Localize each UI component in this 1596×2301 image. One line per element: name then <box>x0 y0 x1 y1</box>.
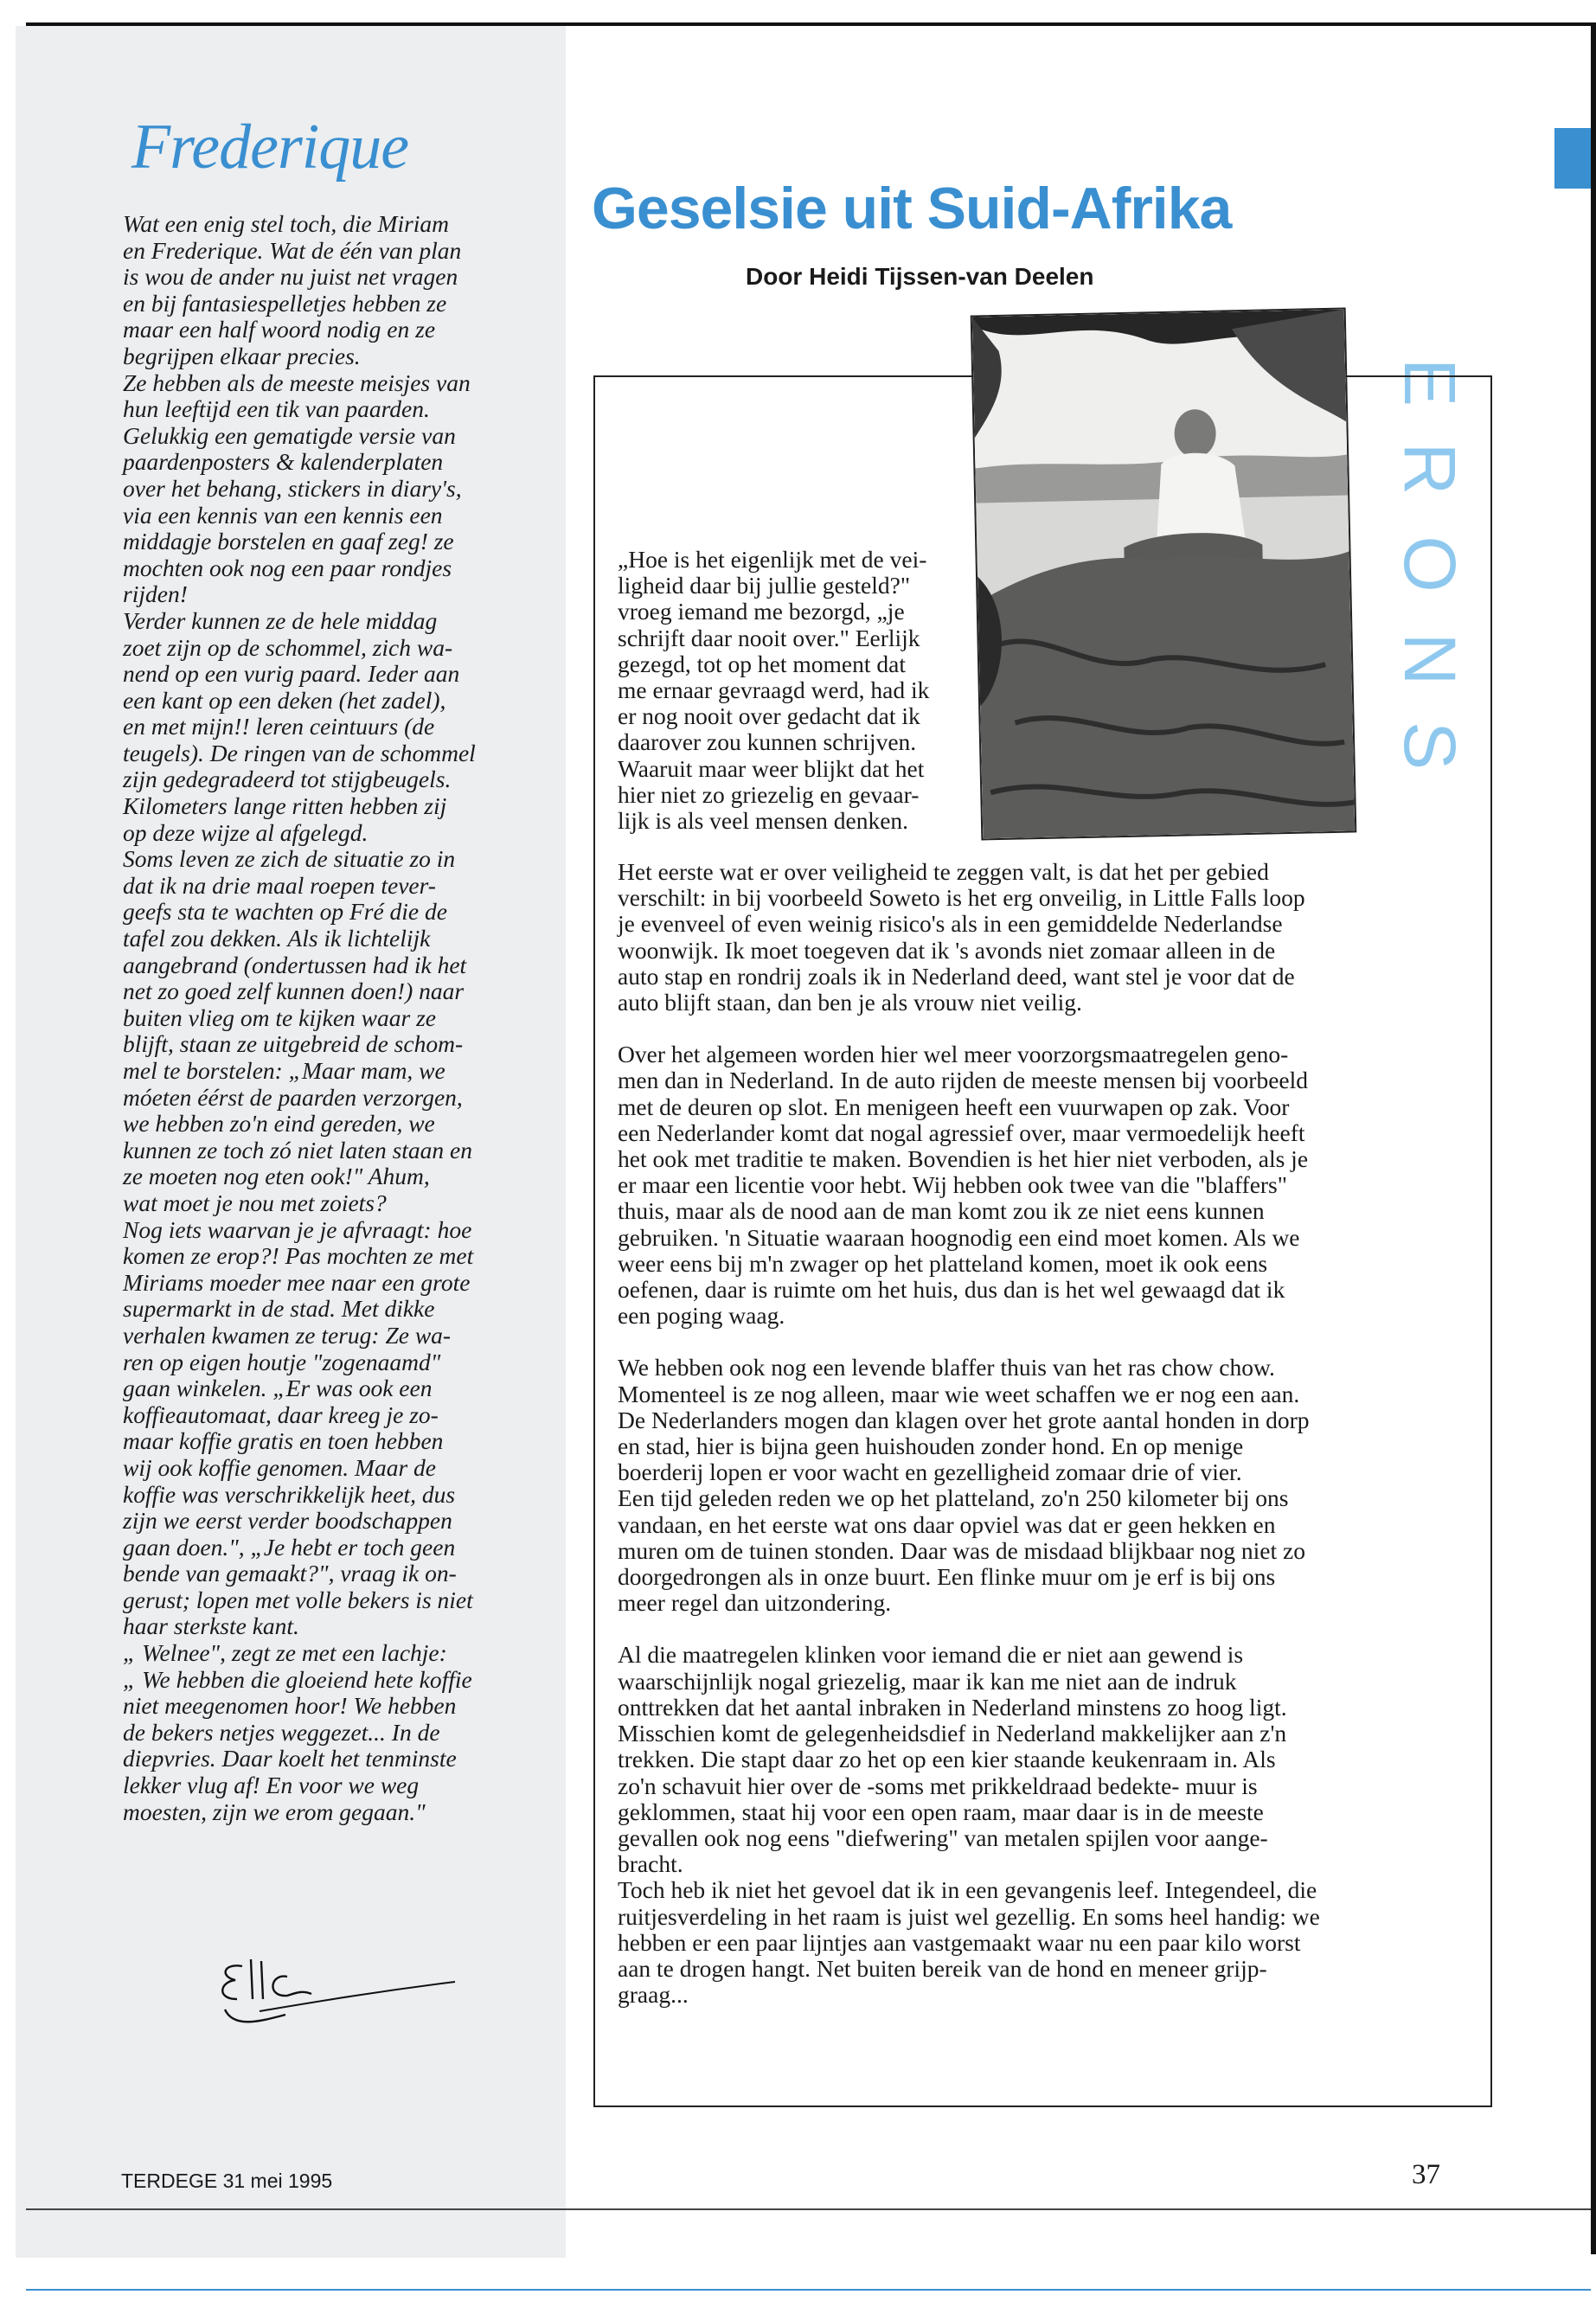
footer-magazine: TERDEGE 31 mei 1995 <box>121 2170 333 2192</box>
sidebar-title: Frederique <box>131 112 409 183</box>
sidebar-paragraph: Nog iets waarvan je je afvraagt: hoe komen ze erop?! Pas mochten ze met Miriams moeder mee naar een grote supermarkt in de stad. Met dikke verhalen kwamen ze terug: Ze wa- ren op eigen houtje "zogenaamd" gaan winkelen. „Er was ook een koffieautomaat, daar kreeg je zo- maar koffie gratis en toen hebben wij ook koffie genomen. Maar de koffie was verschrikkelijk heet, dus zijn we eerst verder boodschappen gaan doen.", „Je hebt er toch geen bende van gemaakt?", vraag ik on- gerust; lopen met volle bekers is niet haar sterkste kant. <box>123 1215 474 1640</box>
intro-paragraph: „Hoe is het eigenlijk met de vei- ligheid daar bij jullie gesteld?" vroeg iemand me bezorgd, „je schrijft daar nooit over." Eerlijk gezegd, tot op het moment dat me ernaar gevraagd werd, had ik er nog nooit over gedacht dat ik daarover zou kunnen schrijven. Waaruit maar weer blijkt dat het hier niet zo griezelig en gevaar- lijk is als veel mensen denken. <box>618 546 930 835</box>
section-label-letter: E <box>1389 357 1471 407</box>
sidebar-body <box>123 211 542 1825</box>
body-paragraph: We hebben ook nog een levende blaffer thuis van het ras chow chow. Momenteel is ze nog alleen, maar wie weet schaffen we er nog een aan. De Nederlanders mogen dan klagen over het grote aantal honden in dorp en stad, hier is bijna geen huishouden zonder hond. En op menige boerderij lopen er voor wacht en gezelligheid zomaar drie of vier. Een tijd geleden reden we op het platteland, zo'n 250 kilometer bij ons vandaan, en het eerste wat ons daar opviel was dat er geen hekken en muren om de tuinen stonden. Daar was de misdaad blijkbaar nog niet zo doorgedrongen als in onze buurt. Een flinke muur om je erf is bij ons meer regel dan uitzondering. <box>618 1354 1310 1617</box>
signature-image <box>208 1942 467 2037</box>
section-label-letter: S <box>1389 721 1471 771</box>
section-label-letter: N <box>1389 632 1471 686</box>
sidebar-paragraph: „ Welnee", zegt ze met een lachje: „ We hebben die gloeiend hete koffie niet meegenomen hoor! We hebben de bekers netjes weggezet... In de diepvries. Daar koelt het tenminste lekker vlug af! En voor we weg moesten, zijn we erom gegaan." <box>123 1639 472 1825</box>
article-intro <box>618 547 972 834</box>
article-byline: Door Heidi Tijssen-van Deelen <box>746 263 1094 290</box>
section-label-letter: O <box>1389 535 1471 593</box>
article-photo <box>971 308 1357 841</box>
sidebar-paragraph: Gelukkig een gematigde versie van paardenposters & kalenderplaten over het behang, stickers in diary's, via een kennis van een kennis een middagje borstelen en gaaf zeg! ze mochten ook nog een paar rondjes rijden! <box>123 421 462 608</box>
section-tab <box>1554 128 1591 189</box>
footer-accent-rule <box>26 2289 1591 2291</box>
body-paragraph: Over het algemeen worden hier wel meer voorzorgsmaatregelen geno- men dan in Nederland. In de auto rijden de meeste mensen bij voorbeeld met de deuren op slot. En menigeen heeft een vuurwapen op zak. Voor een Nederlander komt dat nogal agressief over, maar vermoedelijk heeft het ook met traditie te maken. Bovendien is het hier niet verboden, als je er maar een licentie voor hebt. Wij hebben ook twee van die "blaffers" thuis, maar als de nood aan de man komt zou ik ze niet eens kunnen gebruiken. 'n Situatie waaraan hoognodig een eind moet komen. Als we weer eens bij m'n zwager op het platteland komen, moet ik ook eens oefenen, daar is ruimte om het huis, dus dan is het wel gewaagd dat ik een poging waag. <box>618 1041 1309 1330</box>
page-number: 37 <box>1412 2159 1440 2190</box>
footer-rule <box>26 2208 1591 2210</box>
article-headline: Geselsie uit Suid-Afrika <box>592 176 1232 241</box>
sidebar-paragraph: Ze hebben als de meeste meisjes van hun leeftijd een tik van paarden. <box>123 369 471 423</box>
right-edge-rule <box>1591 22 1596 2254</box>
article-body <box>618 859 1448 2034</box>
sidebar-paragraph: Verder kunnen ze de hele middag zoet zijn op de schommel, zich wa- nend op een vurig paard. Ieder aan een kant op een deken (het zadel), en met mijn!! leren ceintuurs (de teugels). De ringen van de schommel zijn gedegradeerd tot stijgbeugels. <box>123 606 476 793</box>
photo-illustration <box>972 310 1356 839</box>
sidebar-paragraph: Soms leven ze zich de situatie zo in dat ik na drie maal roepen tever- geefs sta te wachten op Fré die de tafel zou dekken. Als ik lichtelijk aangebrand (ondertussen had ik het net zo goed zelf kunnen doen!) naar buiten vlieg om te kijken waar ze blijft, staan ze uitgebreid de schom- mel te borstelen: „Maar mam, we móeten éérst de paarden verzorgen, we hebben zo'n eind gereden, we kunnen ze toch zó niet laten staan en ze moeten nog eten ook!" Ahum, wat moet je nou met zoiets? <box>123 845 473 1216</box>
sidebar-paragraph: Wat een enig stel toch, die Miriam en Frederique. Wat de één van plan is wou de ander nu juist net vragen en bij fantasiespelletjes hebben ze maar een half woord nodig en ze begrijpen elkaar precies. <box>123 210 462 369</box>
body-paragraph: Al die maatregelen klinken voor iemand die er niet aan gewend is waarschijnlijk nogal griezelig, maar ik kan me niet aan de indruk onttrekken dat het aantal inbraken in Nederland minstens zo hoog ligt. Misschien komt de gelegenheidsdief in Nederland makkelijker aan z'n trekken. Die stapt daar zo het op een kier staande keukenraam in. Als zo'n schavuit hier over de -soms met prikkeldraad bedekte- muur is geklommen, staat hij voor een open raam, maar daar is in de meeste gevallen ook nog eens "diefwering" van metalen spijlen voor aange- bracht. Toch heb ik niet het gevoel dat ik in een gevangenis leef. Integendeel, die ruitjesverdeling in het raam is juist wel gezellig. En soms heel handig: we hebben er een paar lijntjes aan vastgemaakt waar nu een paar kilo worst aan te drogen hangt. Net buiten bereik van de hond en meneer grijp- graag... <box>618 1641 1320 2009</box>
section-label-letter: R <box>1389 442 1471 496</box>
body-paragraph: Het eerste wat er over veiligheid te zeggen valt, is dat het per gebied verschilt: in bij voorbeeld Soweto is het erg onveilig, in Little Falls loop je evenveel of even weinig risico's als in een gemiddelde Nederlandse woonwijk. Ik moet toegeven dat ik 's avonds niet zomaar alleen in de auto stap en rondrij zoals ik in Nederland deed, want stel je voor dat de auto blijft staan, dan ben je als vrouw niet veilig. <box>618 858 1305 1016</box>
sidebar-paragraph: Kilometers lange ritten hebben zij op deze wijze al afgelegd. <box>123 792 447 846</box>
